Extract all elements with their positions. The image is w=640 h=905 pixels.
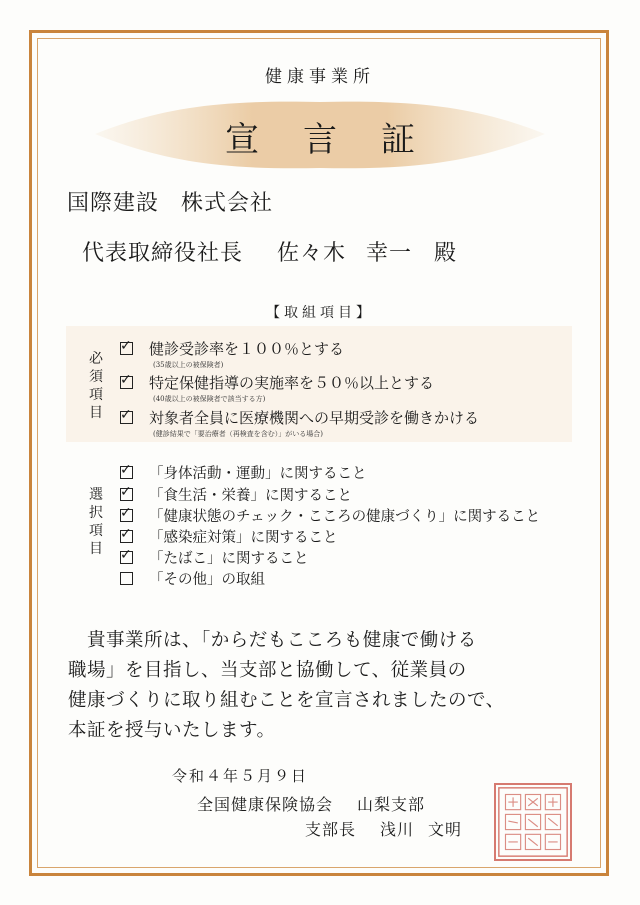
body-line-4: 本証を授与いたします。	[68, 720, 276, 741]
required-item-3: ✓対象者全員に医療機関への早期受診を働きかける	[120, 407, 479, 428]
checkbox-checked	[120, 466, 133, 479]
optional-item-1: ✓「身体活動・運動」に関すること	[120, 462, 367, 483]
certificate-title	[0, 112, 640, 161]
checkbox-checked	[120, 411, 133, 424]
checkbox-checked	[120, 376, 133, 389]
optional-item-5: ✓「たばこ」に関すること	[120, 547, 309, 568]
recipient-company: 国際建設 株式会社	[67, 191, 274, 216]
body-line-1: 貴事業所は、「からだもこころも健康で働ける	[68, 630, 477, 651]
optional-label: 選 択 項 目	[89, 487, 103, 557]
checkbox-checked	[120, 530, 133, 543]
issuer-organization: 全国健康保険協会 山梨支部	[197, 795, 426, 814]
certificate-subtitle: 健康事業所	[265, 67, 375, 87]
required-label: 必 須 項 目	[89, 351, 103, 421]
required-item-3-note: (健診結果で「要治療者（再検査を含む）」がいる場合)	[153, 430, 323, 438]
checkbox-checked	[120, 342, 133, 355]
optional-item-6: 「その他」の取組	[120, 568, 265, 589]
title-char: 言	[303, 120, 337, 160]
title-char: 宣	[225, 120, 259, 160]
section-title: 【取組項目】	[266, 305, 374, 321]
issue-date: 令和４年５月９日	[172, 767, 309, 785]
body-line-2: 職場」を目指し、当支部と協働して、従業員の	[68, 660, 467, 681]
checkbox-checked	[120, 551, 133, 564]
optional-item-4: ✓「感染症対策」に関すること	[120, 526, 338, 547]
official-seal-stamp	[494, 783, 572, 861]
required-item-2: ✓特定保健指導の実施率を５０％以上とする	[120, 372, 434, 393]
checkbox-checked	[120, 509, 133, 522]
body-line-3: 健康づくりに取り組むことを宣言されましたので、	[68, 690, 505, 711]
required-item-2-note: (40歳以上の被保険者で該当する方)	[153, 395, 266, 403]
required-item-1-note: (35歳以上の被保険者)	[153, 361, 224, 369]
title-char: 証	[381, 120, 415, 160]
recipient-representative: 代表取締役社長 佐々木 幸一 殿	[82, 241, 458, 266]
required-item-1: ✓健診受診率を１００％とする	[120, 338, 344, 359]
issuer-signatory: 支部長 浅川 文明	[305, 820, 463, 839]
checkbox-unchecked	[120, 572, 133, 585]
optional-item-2: ✓「食生活・栄養」に関すること	[120, 484, 352, 505]
checkbox-checked	[120, 488, 133, 501]
optional-item-3: ✓「健康状態のチェック・こころの健康づくり」に関すること	[120, 505, 540, 526]
